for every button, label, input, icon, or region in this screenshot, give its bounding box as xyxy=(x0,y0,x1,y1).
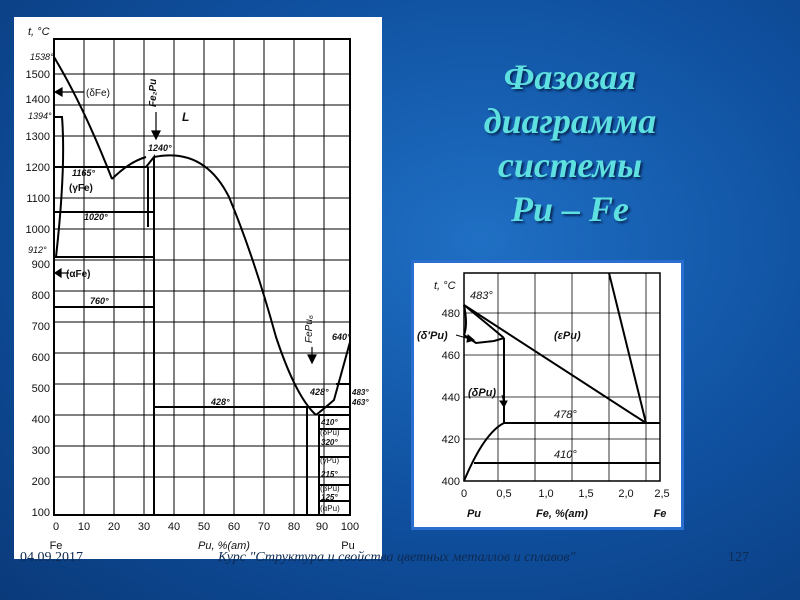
title-line: Фазовая xyxy=(503,57,637,97)
inset-x-axis-label: Fe, %(am) xyxy=(536,508,588,520)
annotation-463: 463° xyxy=(352,398,369,407)
annotation-640: 640° xyxy=(332,332,351,342)
main-ytick: 600 xyxy=(31,352,50,364)
annotation-125: 125° xyxy=(321,493,338,502)
inset-ytick: 480 xyxy=(441,308,460,320)
annotation-gamma-fe: (γFe) xyxy=(69,183,93,194)
main-frame xyxy=(54,39,350,515)
annotation-912: 912° xyxy=(28,245,47,255)
main-phase-diagram xyxy=(14,17,382,559)
main-ytick: 1400 xyxy=(25,94,50,106)
main-xtick: 20 xyxy=(107,521,121,533)
annotation-1165: 1165° xyxy=(72,168,95,178)
annotation-1538: 1538° xyxy=(30,52,54,62)
annotation-215: 215° xyxy=(321,470,338,479)
title-line: диаграмма xyxy=(483,101,657,141)
main-ytick: 100 xyxy=(31,507,50,519)
main-ytick: 1000 xyxy=(25,224,50,236)
annotation-alpha-pu: (αPu) xyxy=(320,504,340,513)
inset-x-left-label: Pu xyxy=(466,508,482,520)
inset-xtick: 1,0 xyxy=(538,488,554,500)
inset-xtick: 0,5 xyxy=(496,488,512,500)
inset-y-axis-label: t, °C xyxy=(434,280,456,292)
main-ytick: 700 xyxy=(31,321,50,333)
inset-xtick: 2,5 xyxy=(654,488,670,500)
annotation-alpha-fe: (αFe) xyxy=(66,269,91,280)
main-xtick: 40 xyxy=(167,521,181,533)
annotation-gamma-pu: (γPu) xyxy=(320,456,340,465)
footer-date: 04.09.2017 xyxy=(20,550,83,565)
inset-annotation-410: 410° xyxy=(554,449,577,461)
annotation-320: 320° xyxy=(321,438,338,447)
inset-xtick: 1,5 xyxy=(578,488,594,500)
annotation-760: 760° xyxy=(90,296,109,306)
inset-diagram-svg xyxy=(414,263,681,527)
title-line: системы xyxy=(497,145,643,185)
main-ytick: 500 xyxy=(31,383,50,395)
inset-annotation-delta: (δPu) xyxy=(468,387,497,399)
inset-ytick: 460 xyxy=(441,350,460,362)
main-ytick: 400 xyxy=(31,414,50,426)
main-grid xyxy=(54,39,350,515)
footer-course: Курс "Структура и свойства цветных металлов и сплавов" xyxy=(218,550,576,565)
annotation-483: 483° xyxy=(352,388,369,397)
inset-annotation-483: 483° xyxy=(470,290,493,302)
main-ytick: 300 xyxy=(31,445,50,457)
main-x-axis-label: Pu, %(am) xyxy=(198,540,250,552)
main-xtick: 100 xyxy=(340,521,360,533)
main-xtick: 70 xyxy=(257,521,271,533)
inset-ytick: 440 xyxy=(441,392,460,404)
main-diagram-svg xyxy=(14,17,382,559)
annotation-delta-fe: (δFe) xyxy=(86,88,110,99)
page-number: 127 xyxy=(728,550,749,565)
slide-title xyxy=(440,55,700,231)
main-xtick: 80 xyxy=(287,521,301,533)
annotation-liquid: L xyxy=(182,110,190,124)
inset-xtick: 0 xyxy=(460,488,468,500)
annotation-428b: 428° xyxy=(310,387,329,397)
main-xtick: 90 xyxy=(315,521,329,533)
annotation-beta-pu: (βPu) xyxy=(320,484,340,493)
title-line: Pu – Fe xyxy=(510,189,629,229)
main-xtick: 30 xyxy=(137,521,151,533)
main-ytick: 200 xyxy=(31,476,50,488)
main-xtick: 10 xyxy=(77,521,91,533)
main-ytick: 1300 xyxy=(25,131,50,143)
main-xtick: 60 xyxy=(227,521,241,533)
main-ytick: 800 xyxy=(31,290,50,302)
inset-annotation-eps: (εPu) xyxy=(554,330,581,342)
annotation-1394: 1394° xyxy=(28,111,52,121)
inset-phase-diagram xyxy=(411,260,684,530)
main-ytick: 900 xyxy=(31,259,50,271)
annotation-delta-pu: (δPu) xyxy=(320,428,340,437)
inset-annotation-deltap: (δ'Pu) xyxy=(417,330,448,342)
main-xtick: 0 xyxy=(52,521,60,533)
main-ytick: 1100 xyxy=(26,193,50,205)
annotation-fe2pu: Fe₂Pu xyxy=(148,78,159,107)
inset-annotation-478: 478° xyxy=(554,409,577,421)
annotation-1240: 1240° xyxy=(148,143,172,153)
inset-ytick: 420 xyxy=(441,434,460,446)
inset-ytick: 400 xyxy=(441,476,460,488)
main-xtick: 50 xyxy=(197,521,211,533)
main-x-right-label: Pu xyxy=(341,540,355,552)
main-x-left-label: Fe xyxy=(49,540,63,552)
main-ytick: 1500 xyxy=(25,69,50,81)
annotation-1020: 1020° xyxy=(84,212,108,222)
annotation-fepu6: FePu₆ xyxy=(304,315,315,343)
inset-x-right-label: Fe xyxy=(653,508,667,520)
annotation-410: 410° xyxy=(321,418,338,427)
main-ytick: 1200 xyxy=(25,162,50,174)
main-y-axis-label: t, °C xyxy=(28,26,50,38)
inset-xtick: 2,0 xyxy=(618,488,634,500)
annotation-428: 428° xyxy=(211,397,230,407)
